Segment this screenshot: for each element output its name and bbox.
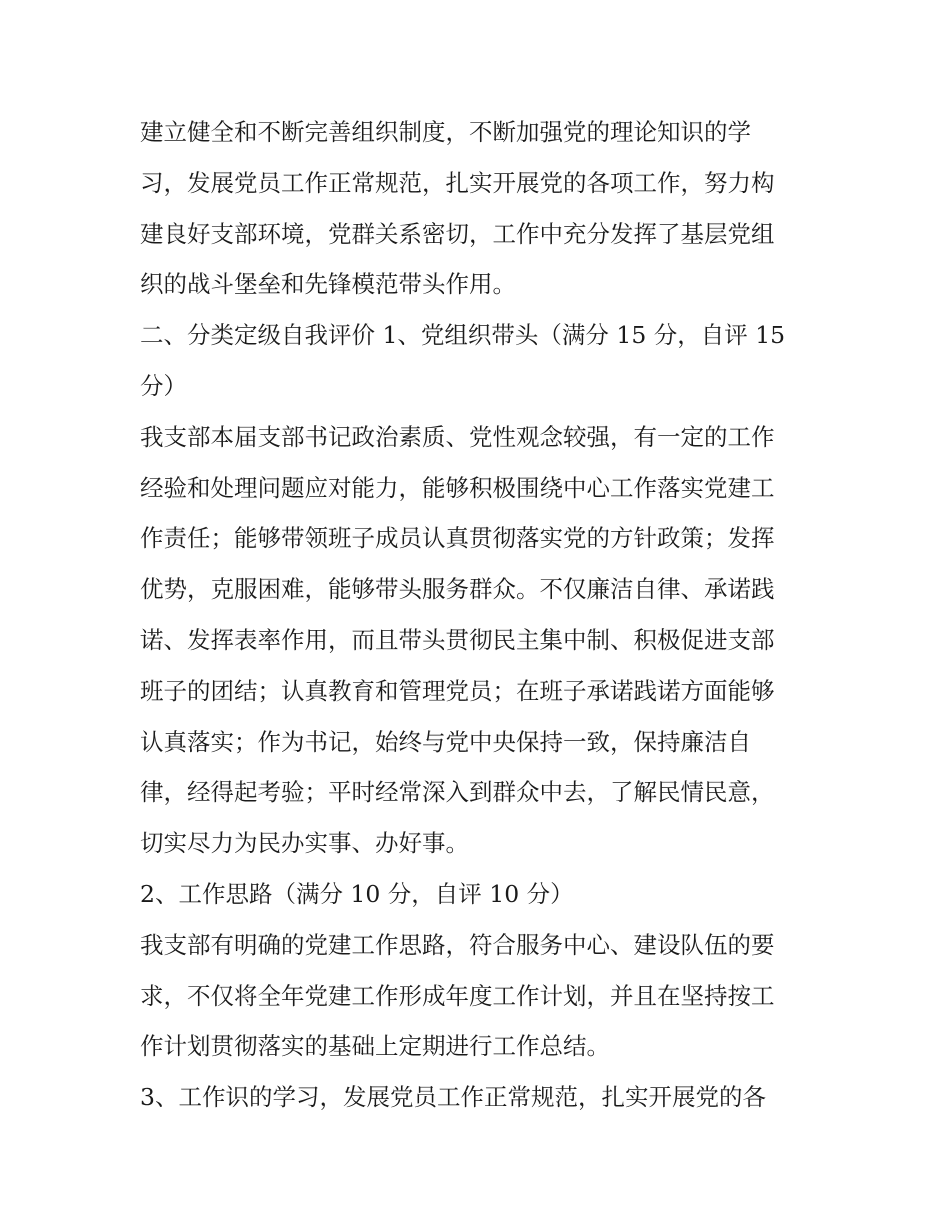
subsection-heading: 2、工作思路（满分 10 分，自评 10 分） — [140, 879, 574, 908]
text-line: 我支部有明确的党建工作思路，符合服务中心、建设队伍的要 — [140, 930, 775, 959]
text-line: 经验和处理问题应对能力，能够积极围绕中心工作落实党建工 — [140, 473, 775, 502]
text-line: 认真落实；作为书记，始终与党中央保持一致，保持廉洁自 — [140, 727, 751, 756]
text-line: 我支部本届支部书记政治素质、党性观念较强，有一定的工作 — [140, 422, 775, 451]
text-line: 习，发展党员工作正常规范，扎实开展党的各项工作，努力构 — [140, 168, 775, 197]
text-line: 分） — [140, 371, 187, 400]
text-line: 建良好支部环境，党群关系密切，工作中充分发挥了基层党组 — [140, 219, 775, 248]
subsection-heading: 3、工作识的学习，发展党员工作正常规范，扎实开展党的各 — [140, 1083, 766, 1112]
text-line: 班子的团结；认真教育和管理党员；在班子承诺践诺方面能够 — [140, 676, 775, 705]
text-line: 求，不仅将全年党建工作形成年度工作计划，并且在坚持按工 — [140, 981, 775, 1010]
document-body — [140, 107, 820, 1123]
text-line: 律，经得起考验；平时经常深入到群众中去，了解民情民意， — [140, 778, 775, 807]
text-line: 织的战斗堡垒和先锋模范带头作用。 — [140, 270, 516, 299]
text-line: 建立健全和不断完善组织制度，不断加强党的理论知识的学 — [140, 118, 751, 146]
text-line: 作责任；能够带领班子成员认真贯彻落实党的方针政策；发挥 — [140, 524, 775, 553]
section-heading: 二、分类定级自我评价 1、党组织带头（满分 15 分，自评 15 — [140, 321, 786, 350]
text-line: 优势，克服困难，能够带头服务群众。不仅廉洁自律、承诺践 — [140, 575, 775, 604]
text-line: 作计划贯彻落实的基础上定期进行工作总结。 — [140, 1032, 610, 1061]
text-line: 切实尽力为民办实事、办好事。 — [140, 829, 469, 858]
text-line: 诺、发挥表率作用，而且带头贯彻民主集中制、积极促进支部 — [140, 625, 775, 654]
